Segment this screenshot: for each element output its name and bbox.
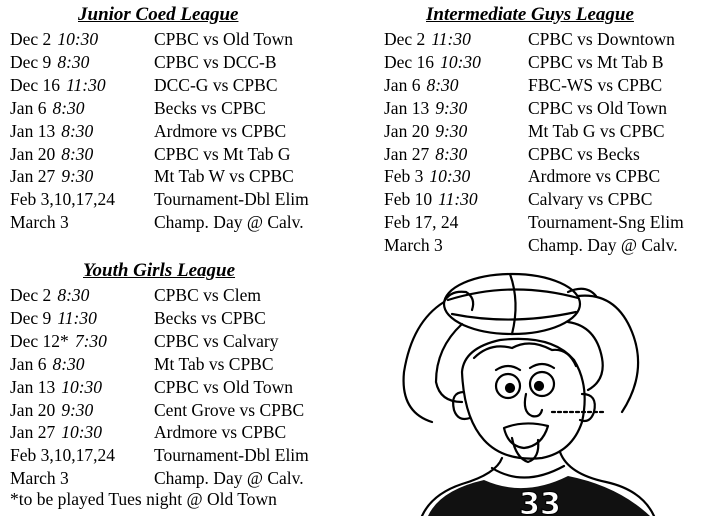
- date-cell: [384, 51, 481, 73]
- date-cell: [10, 28, 98, 50]
- schedule-row: [10, 421, 350, 444]
- schedule-row: [10, 120, 350, 143]
- game-date: Feb 3: [384, 166, 424, 187]
- game-date: Dec 16: [384, 51, 435, 72]
- league-title: Junior Coed League: [78, 4, 239, 25]
- youth-girls-league-schedule: [10, 260, 350, 516]
- matchup: Mt Tab W vs CPBC: [154, 166, 294, 187]
- matchup: Tournament-Dbl Elim: [154, 189, 309, 210]
- game-time: 11:30: [431, 29, 471, 49]
- game-date: Dec 2: [10, 29, 52, 49]
- matchup: Ardmore vs CPBC: [154, 422, 287, 443]
- schedule-row: [10, 353, 350, 376]
- game-date: Feb 3,10,17,24: [10, 189, 115, 210]
- date-cell: [10, 399, 93, 421]
- game-time: 9:30: [61, 166, 94, 187]
- jersey-number: 33: [519, 487, 561, 516]
- schedule-row: [384, 97, 716, 120]
- date-cell: [10, 284, 89, 306]
- matchup: CPBC vs Mt Tab B: [528, 51, 664, 72]
- game-time: 10:30: [61, 422, 103, 443]
- matchup: CPBC vs Becks: [528, 143, 640, 164]
- game-date: Dec 16: [10, 74, 61, 95]
- date-cell: [10, 143, 93, 165]
- schedule-row: [10, 165, 350, 188]
- date-cell: [10, 444, 115, 466]
- game-date: Jan 13: [10, 376, 56, 397]
- game-date: Jan 27: [10, 422, 56, 443]
- date-cell: [10, 211, 69, 233]
- matchup: CPBC vs Downtown: [528, 29, 675, 49]
- game-time: 11:30: [66, 74, 106, 95]
- schedule-row: [10, 467, 350, 490]
- game-date: Feb 10: [384, 189, 433, 210]
- date-cell: [384, 188, 478, 210]
- schedule-row: [10, 284, 350, 307]
- date-cell: [10, 120, 93, 142]
- schedule-row: [384, 51, 716, 74]
- game-time: 10:30: [429, 166, 471, 187]
- junior-coed-league-schedule: [10, 4, 340, 234]
- matchup: Ardmore vs CPBC: [154, 120, 287, 141]
- matchup: DCC-G vs CPBC: [154, 74, 278, 95]
- matchup: FBC-WS vs CPBC: [528, 74, 663, 95]
- schedule-row: [10, 376, 350, 399]
- schedule-row: [384, 120, 716, 143]
- game-date: Dec 2: [10, 285, 52, 305]
- game-date: Jan 6: [384, 74, 421, 95]
- date-cell: [384, 28, 471, 50]
- schedule-row: [10, 399, 350, 422]
- game-date: March 3: [10, 468, 69, 489]
- schedule-row: [384, 234, 716, 257]
- game-date: Feb 3,10,17,24: [10, 445, 115, 466]
- game-date: Jan 27: [10, 166, 56, 187]
- game-date: Jan 13: [384, 97, 430, 118]
- game-date: Dec 9: [10, 51, 52, 72]
- matchup: Champ. Day @ Calv.: [154, 212, 304, 233]
- matchup: Mt Tab G vs CPBC: [528, 120, 665, 141]
- game-time: 9:30: [435, 97, 468, 118]
- matchup: CPBC vs DCC-B: [154, 51, 277, 72]
- game-time: 10:30: [61, 376, 103, 397]
- schedule-row: [10, 307, 350, 330]
- game-date: Dec 2: [384, 29, 426, 49]
- league-title: Intermediate Guys League: [426, 4, 634, 25]
- matchup: Tournament-Dbl Elim: [154, 445, 309, 466]
- game-time: 11:30: [438, 189, 478, 210]
- game-date: Dec 12*: [10, 330, 69, 351]
- game-time: 8:30: [61, 120, 94, 141]
- date-cell: [10, 188, 115, 210]
- schedule-row: [10, 211, 350, 234]
- schedule-row: [10, 444, 350, 467]
- matchup: Ardmore vs CPBC: [528, 166, 661, 187]
- date-cell: [384, 120, 467, 142]
- matchup: CPBC vs Old Town: [154, 376, 293, 397]
- matchup: Becks vs CPBC: [154, 307, 266, 328]
- footnote: *to be played Tues night @ Old Town: [10, 489, 277, 509]
- matchup: Calvary vs CPBC: [528, 189, 653, 210]
- matchup: Cent Grove vs CPBC: [154, 399, 305, 420]
- date-cell: [384, 74, 459, 96]
- game-time: 7:30: [74, 330, 107, 351]
- schedule-row: [384, 28, 716, 51]
- league-title: Youth Girls League: [83, 260, 236, 281]
- date-cell: [10, 165, 93, 187]
- game-time: 9:30: [435, 120, 468, 141]
- matchup: Champ. Day @ Calv.: [528, 235, 678, 256]
- schedule-row: [384, 143, 716, 166]
- date-cell: [10, 307, 97, 329]
- schedule-row: [384, 74, 716, 97]
- game-date: Jan 20: [384, 120, 430, 141]
- date-cell: [10, 421, 102, 443]
- matchup: CPBC vs Old Town: [528, 97, 667, 118]
- game-date: Jan 6: [10, 353, 47, 374]
- matchup: Tournament-Sng Elim: [528, 212, 684, 233]
- game-time: 8:30: [435, 143, 468, 164]
- date-cell: [10, 330, 107, 352]
- intermediate-guys-league-schedule: [384, 4, 714, 256]
- game-date: Jan 6: [10, 97, 47, 118]
- schedule-row: [10, 28, 350, 51]
- matchup: CPBC vs Calvary: [154, 330, 279, 351]
- game-date: March 3: [384, 235, 443, 256]
- date-cell: [384, 165, 470, 187]
- schedule-row: [384, 165, 716, 188]
- game-date: Feb 17, 24: [384, 212, 459, 233]
- date-cell: [10, 74, 106, 96]
- schedule-row: [10, 143, 350, 166]
- schedule-row: [10, 330, 350, 353]
- date-cell: [384, 234, 443, 256]
- matchup: CPBC vs Old Town: [154, 29, 293, 49]
- matchup: Becks vs CPBC: [154, 97, 266, 118]
- date-cell: [10, 353, 85, 375]
- game-time: 11:30: [57, 307, 97, 328]
- game-date: Jan 13: [10, 120, 56, 141]
- matchup: Mt Tab vs CPBC: [154, 353, 274, 374]
- date-cell: [384, 211, 458, 233]
- game-time: 10:30: [57, 29, 99, 49]
- game-date: March 3: [10, 212, 69, 233]
- game-date: Jan 27: [384, 143, 430, 164]
- game-time: 8:30: [52, 97, 85, 118]
- schedule-row: [10, 188, 350, 211]
- date-cell: [10, 467, 69, 489]
- game-time: 9:30: [61, 399, 94, 420]
- schedule-row: [384, 211, 716, 234]
- matchup: Champ. Day @ Calv.: [154, 468, 304, 489]
- matchup: CPBC vs Mt Tab G: [154, 143, 291, 164]
- date-cell: [10, 376, 102, 398]
- date-cell: [10, 97, 85, 119]
- schedule-row: [10, 74, 350, 97]
- schedule-row: [10, 51, 350, 74]
- game-time: 8:30: [57, 285, 90, 305]
- game-time: 10:30: [440, 51, 481, 72]
- game-date: Jan 20: [10, 143, 56, 164]
- schedule-row: [10, 97, 350, 120]
- game-time: 8:30: [426, 74, 459, 95]
- date-cell: [10, 51, 89, 73]
- basketball-player-cartoon-icon: [392, 262, 710, 516]
- date-cell: [384, 97, 467, 119]
- date-cell: [384, 143, 467, 165]
- matchup: CPBC vs Clem: [154, 285, 261, 305]
- game-time: 8:30: [52, 353, 85, 374]
- game-time: 8:30: [57, 51, 90, 72]
- schedule-row: [384, 188, 716, 211]
- game-date: Dec 9: [10, 307, 52, 328]
- game-time: 8:30: [61, 143, 94, 164]
- game-date: Jan 20: [10, 399, 56, 420]
